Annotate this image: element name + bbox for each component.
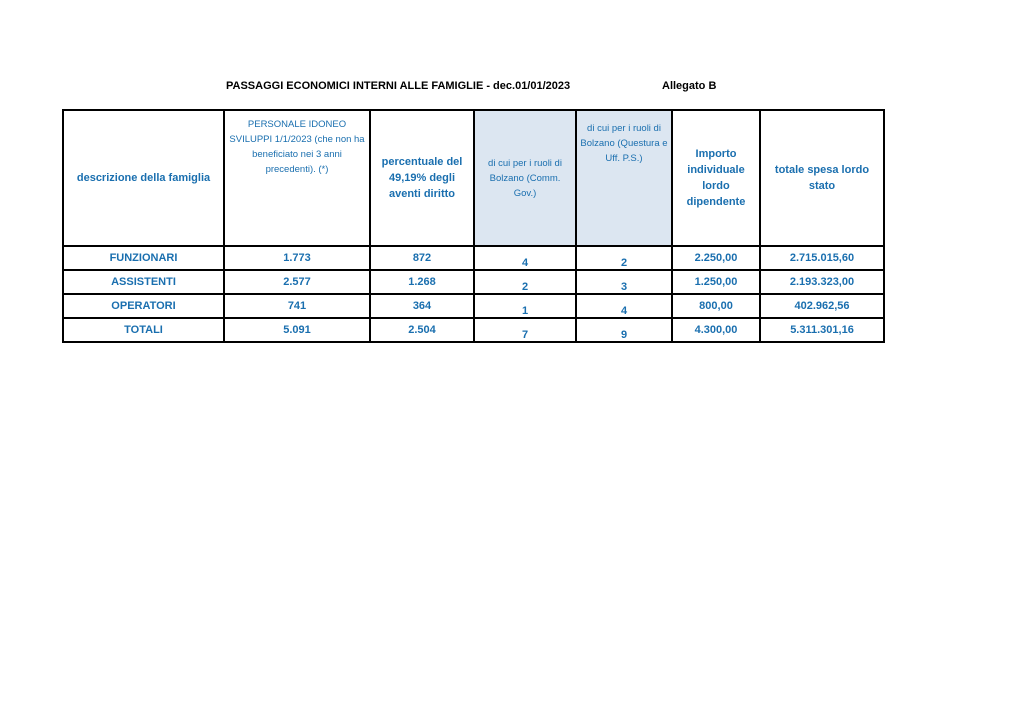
table-row [63,270,884,294]
header-bolzano-comm-gov: di cui per i ruoli di Bolzano (Comm. Gov.) [474,110,576,246]
cell-percentage: 1.268 [370,270,474,294]
cell-amount: 4.300,00 [672,318,760,342]
cell-family: ASSISTENTI [63,270,224,294]
cell-eligible: 1.773 [224,246,370,270]
totals-row [63,318,884,342]
cell-percentage: 364 [370,294,474,318]
cell-eligible: 2.577 [224,270,370,294]
cell-questura: 9 [576,318,672,342]
cell-amount: 1.250,00 [672,270,760,294]
header-individual-amount: Importo individuale lordo dipendente [672,110,760,246]
cell-percentage: 872 [370,246,474,270]
cell-eligible: 741 [224,294,370,318]
cell-total: 5.311.301,16 [760,318,884,342]
cell-comm-gov: 7 [474,318,576,342]
header-family-description: descrizione della famiglia [63,110,224,246]
data-table [62,109,885,343]
cell-questura: 4 [576,294,672,318]
header-bolzano-questura: di cui per i ruoli di Bolzano (Questura e Uff. P.S.) [576,110,672,246]
cell-family: TOTALI [63,318,224,342]
document-title: PASSAGGI ECONOMICI INTERNI ALLE FAMIGLIE - dec.01/01/2023 [226,80,571,92]
cell-questura: 2 [576,246,672,270]
cell-comm-gov: 1 [474,294,576,318]
cell-total: 2.715.015,60 [760,246,884,270]
cell-comm-gov: 4 [474,246,576,270]
cell-amount: 800,00 [672,294,760,318]
cell-total: 2.193.323,00 [760,270,884,294]
cell-eligible: 5.091 [224,318,370,342]
cell-total: 402.962,56 [760,294,884,318]
annex-label: Allegato B [662,80,717,92]
cell-percentage: 2.504 [370,318,474,342]
cell-questura: 3 [576,270,672,294]
table-row [63,246,884,270]
header-row [63,110,884,246]
header-percentage: percentuale del 49,19% degli aventi diritto [370,110,474,246]
cell-family: OPERATORI [63,294,224,318]
cell-family: FUNZIONARI [63,246,224,270]
table-row [63,294,884,318]
cell-comm-gov: 2 [474,270,576,294]
header-eligible-staff: PERSONALE IDONEO SVILUPPI 1/1/2023 (che non ha beneficiato nei 3 anni precedenti). (*) [224,110,370,246]
header-total-cost: totale spesa lordo stato [760,110,884,246]
cell-amount: 2.250,00 [672,246,760,270]
